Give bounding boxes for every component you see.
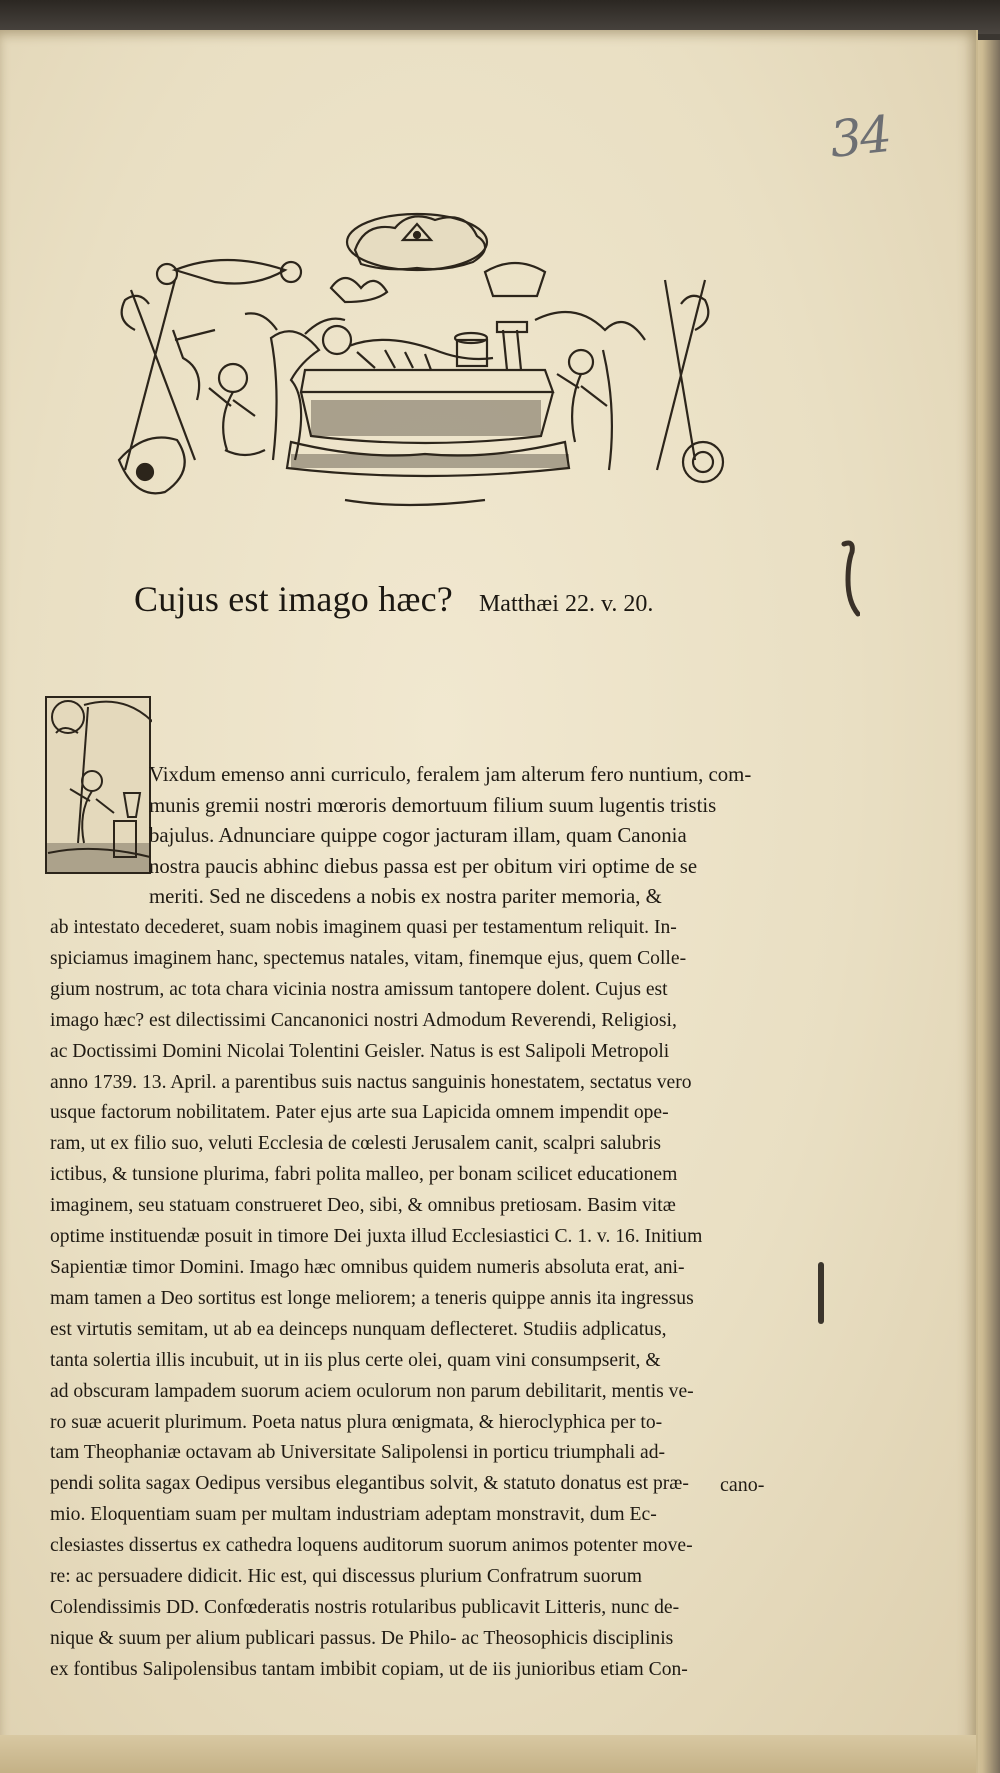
body-line: optime instituendæ posuit in timore Dei juxta illud Ecclesiastici C. 1. v. 16. Initium bbox=[50, 1226, 703, 1248]
body-line: ad obscuram lampadem suorum aciem oculorum non parum debilitarit, mentis ve- bbox=[50, 1380, 694, 1402]
scan-background bbox=[0, 0, 1000, 34]
body-line: mam tamen a Deo sortitus est longe meliorem; a teneris quippe annis ita ingressus bbox=[50, 1287, 694, 1309]
body-line: anno 1739. 13. April. a parentibus suis nactus sanguinis honestatem, sectatus vero bbox=[50, 1071, 692, 1093]
body-line: ictibus, & tunsione plurima, fabri polita malleo, per bonam scilicet educationem bbox=[50, 1164, 678, 1186]
body-line: clesiastes dissertus ex cathedra loquens auditorum suorum animos potenter move- bbox=[50, 1535, 693, 1557]
body-line: nique & suum per alium publicari passus. De Philo- ac Theosophicis disciplinis bbox=[50, 1627, 674, 1649]
body-line: ac Doctissimi Domini Nicolai Tolentini Geisler. Natus is est Salipoli Metropoli bbox=[50, 1040, 670, 1062]
body-line: tam Theophaniæ octavam ab Universitate Salipolensi in porticu triumphali ad- bbox=[50, 1442, 666, 1464]
body-line: imaginem, seu statuam construeret Deo, sibi, & omnibus pretiosam. Basim vitæ bbox=[50, 1195, 676, 1217]
lead-paragraph bbox=[149, 760, 817, 913]
body-line: spiciamus imaginem hanc, spectemus natales, vitam, finemque ejus, quem Colle- bbox=[50, 947, 687, 969]
ink-mark-icon bbox=[838, 540, 860, 618]
body-line: ab intestato decederet, suam nobis imaginem quasi per testamentum reliquit. In- bbox=[50, 917, 677, 938]
margin-line-mark bbox=[818, 1262, 824, 1324]
body-line: ex fontibus Salipolensibus tantam imbibit copiam, ut de iis junioribus etiam Con- bbox=[50, 1658, 688, 1680]
title-reference: Matthæi 22. v. 20. bbox=[478, 591, 654, 617]
body-line: Sapientiæ timor Domini. Imago hæc omnibus quidem numeris absoluta erat, ani- bbox=[50, 1256, 685, 1278]
body-line: imago hæc? est dilectissimi Cancanonici nostri Admodum Reverendi, Religiosi, bbox=[50, 1009, 677, 1031]
lead-line: meriti. Sed ne discedens a nobis ex nostra pariter memoria, & bbox=[149, 885, 662, 909]
body-line: ram, ut ex filio suo, veluti Ecclesia de cœlesti Jerusalem canit, scalpri salubris bbox=[50, 1133, 662, 1155]
body-line: Colendissimis DD. Confœderatis nostris rotularibus publicavit Litteris, nunc de- bbox=[50, 1596, 680, 1618]
body-paragraph bbox=[50, 913, 818, 1686]
lead-line: nostra paucis abhinc diebus passa est per obitum viri optime de se bbox=[149, 854, 698, 878]
body-line: pendi solita sagax Oedipus versibus elegantibus solvit, & statuto donatus est præ- bbox=[50, 1473, 689, 1495]
body-line: gium nostrum, ac tota chara vicinia nostra amissum tantopere dolent. Cujus est bbox=[50, 978, 668, 1000]
body-line: ro suæ acuerit plurimum. Poeta natus plura œnigmata, & hieroclyphica per to- bbox=[50, 1411, 663, 1433]
catchword: cano- bbox=[720, 1474, 765, 1496]
page-title bbox=[134, 578, 834, 628]
lead-line: Vixdum emenso anni curriculo, feralem jam alterum fero nuntium, com- bbox=[149, 763, 752, 786]
page-bottom-edge bbox=[0, 1735, 976, 1773]
headpiece-engraving-icon bbox=[105, 210, 725, 520]
body-line: usque factorum nobilitatem. Pater ejus arte sua Lapicida omnem impendit ope- bbox=[50, 1102, 669, 1124]
historiated-initial-V-icon bbox=[44, 693, 152, 876]
body-line: est virtutis semitam, ut ab ea deinceps nunquam deflecteret. Studiis adplicatus, bbox=[50, 1318, 667, 1340]
body-line: mio. Eloquentiam suam per multam industriam adeptam monstravit, dum Ec- bbox=[50, 1504, 657, 1526]
lead-line: munis gremii nostri mœroris demortuum filium suum lugentis tristis bbox=[149, 793, 717, 817]
folio-number: 34 bbox=[827, 105, 893, 169]
body-line: tanta solertia illis incubuit, ut in iis plus certe olei, quam vini consumpserit, & bbox=[50, 1349, 661, 1371]
title-question: Cujus est imago hæc? bbox=[134, 579, 453, 619]
lead-line: bajulus. Adnunciare quippe cogor jacturam illam, quam Canonia bbox=[149, 824, 687, 848]
body-line: re: ac persuadere didicit. Hic est, qui discessus plurium Confratrum suorum bbox=[50, 1566, 643, 1588]
